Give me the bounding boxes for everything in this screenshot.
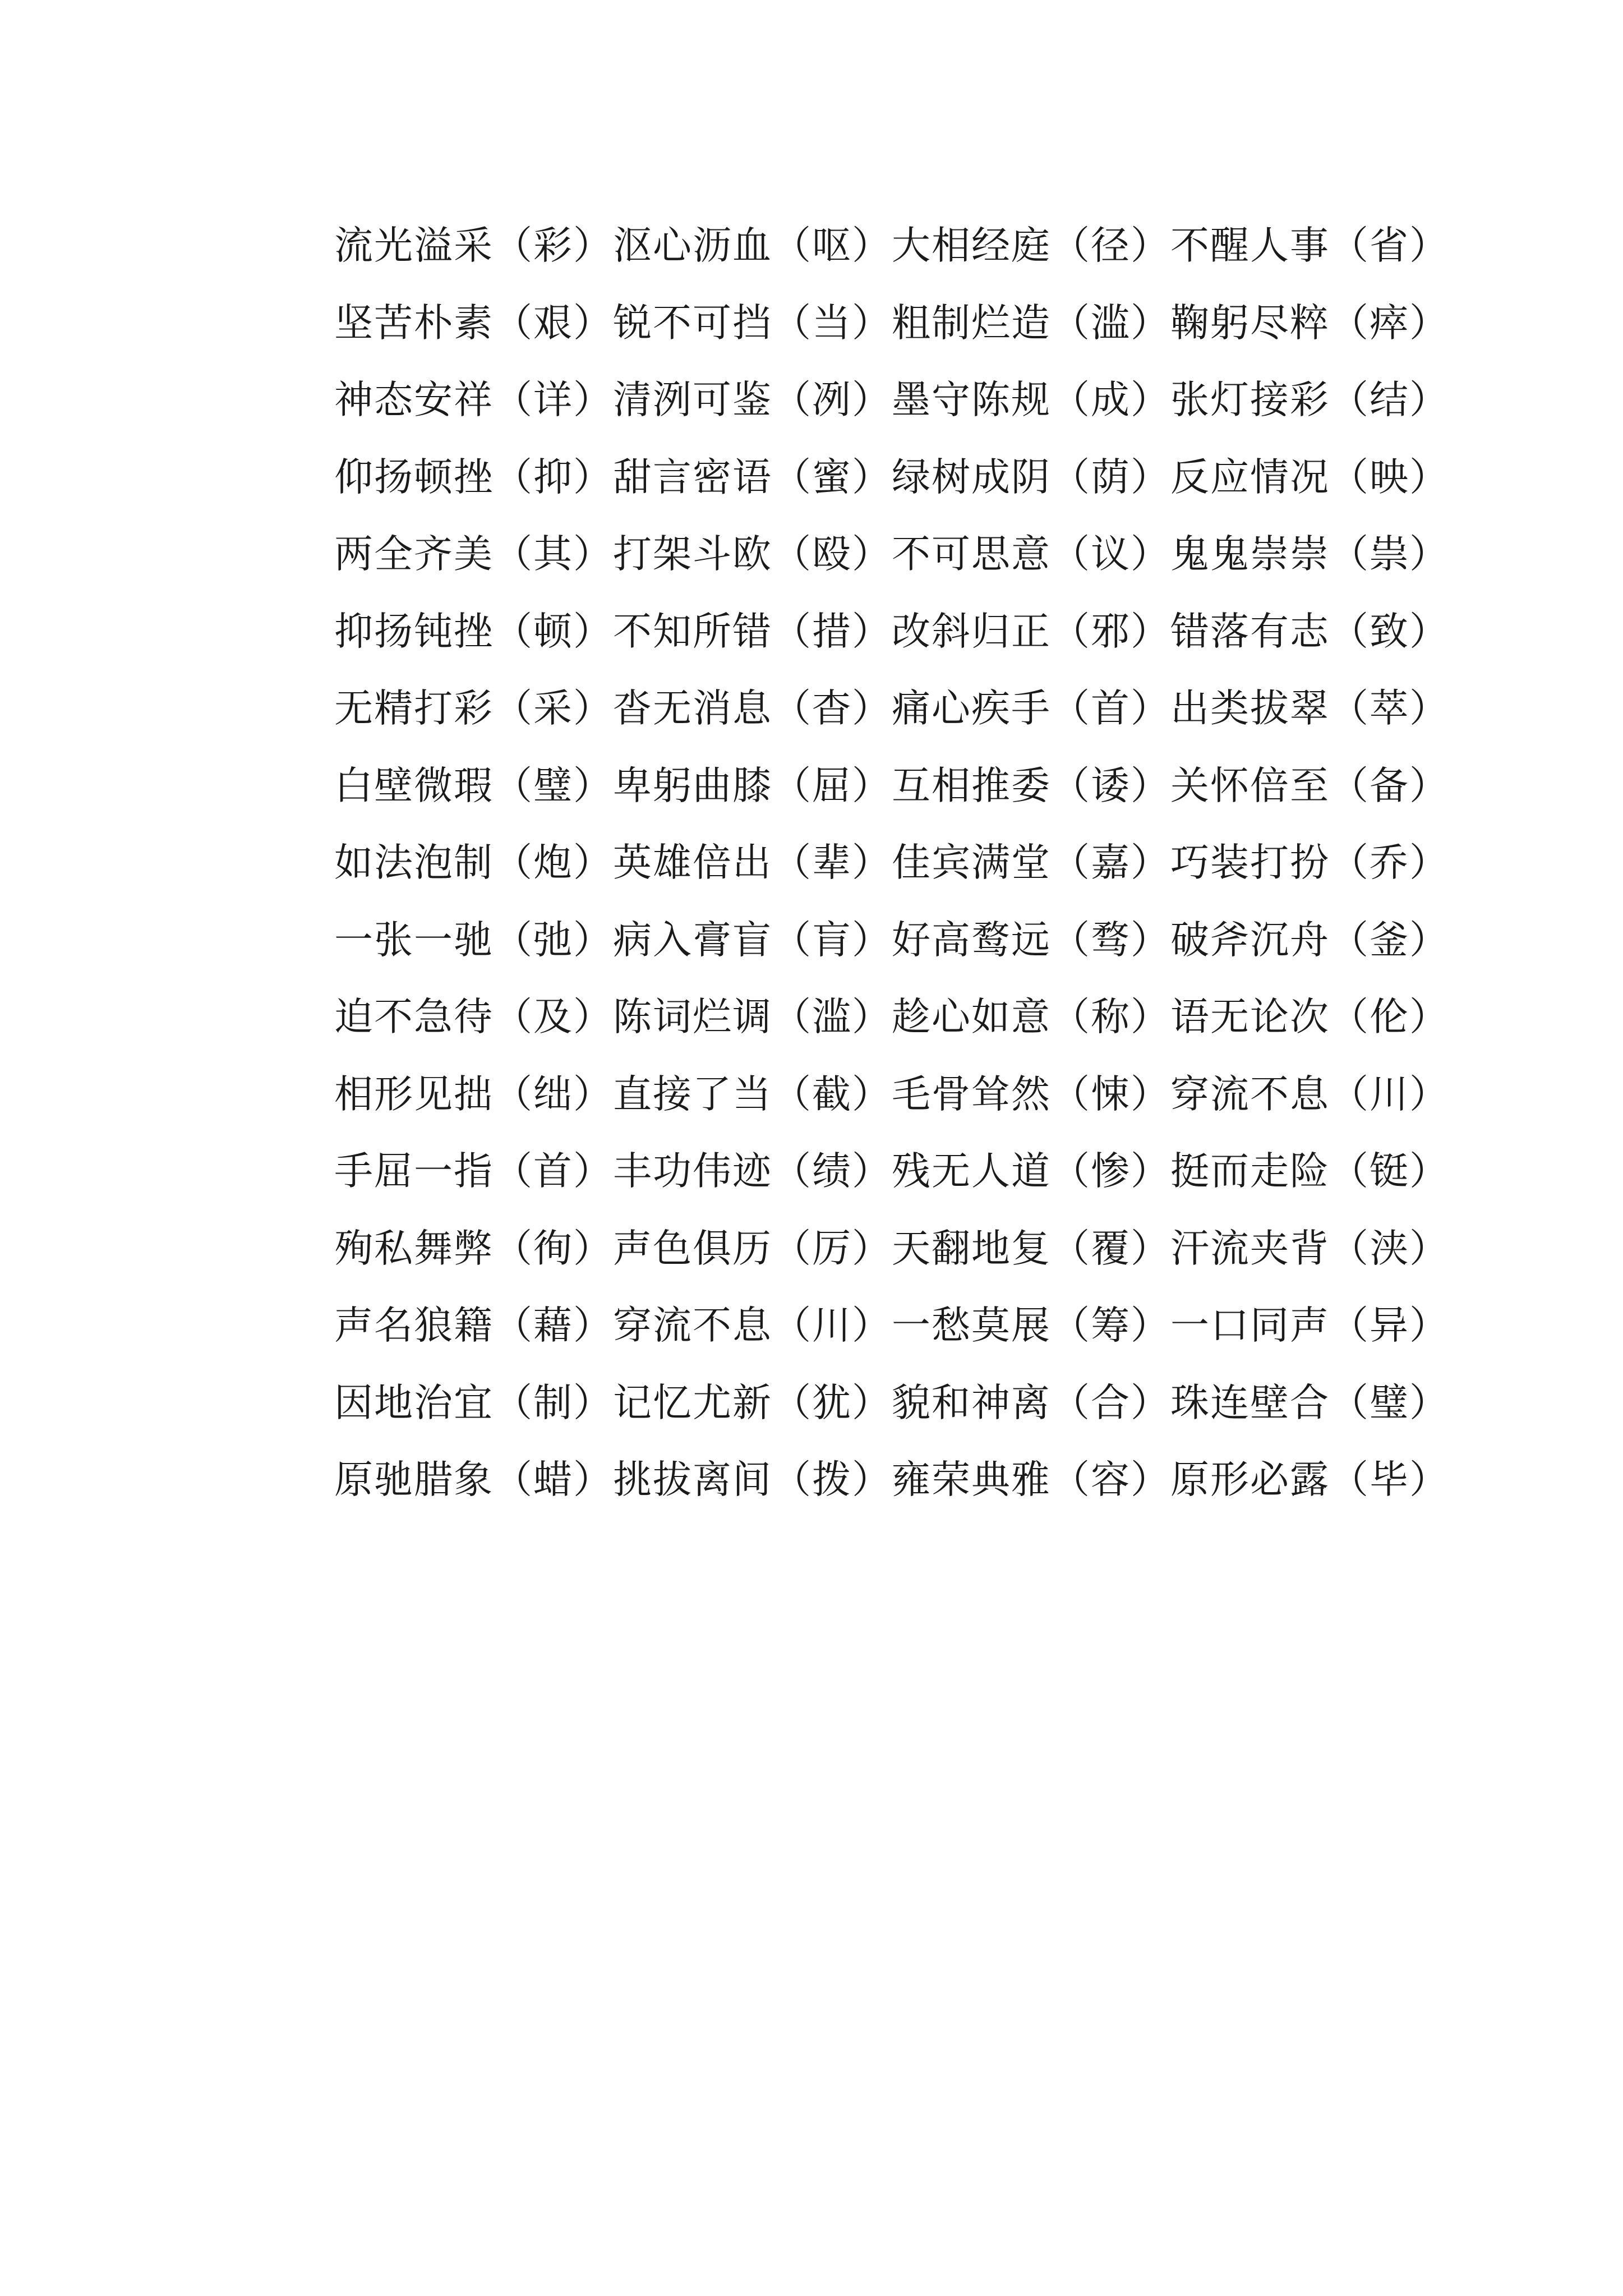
list-line — [334, 1133, 1449, 1211]
list-line — [334, 208, 1449, 285]
idiom-entry: 反应情况（映） — [1170, 454, 1449, 500]
idiom-entry: 出类拔翠（萃） — [1170, 686, 1449, 731]
idiom-entry: 佳宾满堂（嘉） — [892, 840, 1170, 886]
idiom-entry: 好高鹜远（骛） — [892, 917, 1170, 963]
idiom-entry: 挺而走险（铤） — [1170, 1149, 1449, 1194]
idiom-entry: 沤心沥血（呕） — [613, 223, 892, 269]
idiom-entry: 互相推委（诿） — [892, 763, 1170, 808]
idiom-entry: 挑拔离间（拨） — [613, 1457, 892, 1503]
idiom-entry: 坚苦朴素（艰） — [334, 300, 613, 346]
idiom-entry: 流光溢采（彩） — [334, 223, 613, 269]
idiom-entry: 痛心疾手（首） — [892, 686, 1170, 731]
idiom-entry: 天翻地复（覆） — [892, 1226, 1170, 1271]
list-line — [334, 1365, 1449, 1442]
idiom-entry: 巧装打扮（乔） — [1170, 840, 1449, 886]
idiom-entry: 雍荣典雅（容） — [892, 1457, 1170, 1503]
idiom-entry: 珠连壁合（璧） — [1170, 1380, 1449, 1425]
idiom-entry: 声色俱历（厉） — [613, 1226, 892, 1271]
idiom-entry: 白壁微瑕（璧） — [334, 763, 613, 808]
idiom-entry: 汗流夹背（浃） — [1170, 1226, 1449, 1271]
idiom-entry: 甜言密语（蜜） — [613, 454, 892, 500]
idiom-entry: 不知所错（措） — [613, 609, 892, 654]
idiom-entry: 绿树成阴（荫） — [892, 454, 1170, 500]
list-line — [334, 362, 1449, 439]
idiom-entry: 抑扬钝挫（顿） — [334, 609, 613, 654]
idiom-entry: 粗制烂造（滥） — [892, 300, 1170, 346]
list-line — [334, 1442, 1449, 1519]
idiom-entry: 手屈一指（首） — [334, 1149, 613, 1194]
idiom-entry: 改斜归正（邪） — [892, 609, 1170, 654]
list-line — [334, 285, 1449, 362]
idiom-entry: 相形见拙（绌） — [334, 1071, 613, 1117]
idiom-entry: 神态安祥（详） — [334, 378, 613, 423]
idiom-entry: 鞠躬尽粹（瘁） — [1170, 300, 1449, 346]
idiom-entry: 锐不可挡（当） — [613, 300, 892, 346]
idiom-entry: 清洌可鉴（冽） — [613, 378, 892, 423]
idiom-entry: 无精打彩（采） — [334, 686, 613, 731]
idiom-entry: 错落有志（致） — [1170, 609, 1449, 654]
idiom-entry: 一张一驰（弛） — [334, 917, 613, 963]
idiom-entry: 残无人道（惨） — [892, 1149, 1170, 1194]
list-line — [334, 979, 1449, 1056]
idiom-entry: 两全齐美（其） — [334, 532, 613, 577]
idiom-entry: 穿流不息（川） — [613, 1303, 892, 1349]
idiom-entry: 破斧沉舟（釜） — [1170, 917, 1449, 963]
idiom-entry: 原驰腊象（蜡） — [334, 1457, 613, 1503]
idiom-entry: 因地治宜（制） — [334, 1380, 613, 1425]
list-line — [334, 516, 1449, 593]
idiom-entry: 仰扬顿挫（抑） — [334, 454, 613, 500]
idiom-entry: 语无论次（伦） — [1170, 995, 1449, 1040]
idiom-entry: 沓无消息（杳） — [613, 686, 892, 731]
idiom-entry: 病入膏盲（肓） — [613, 917, 892, 963]
idiom-entry: 一口同声（异） — [1170, 1303, 1449, 1349]
idiom-entry: 殉私舞弊（徇） — [334, 1226, 613, 1271]
idiom-entry: 记忆尤新（犹） — [613, 1380, 892, 1425]
idiom-entry: 原形必露（毕） — [1170, 1457, 1449, 1503]
idiom-entry: 鬼鬼崇崇（祟） — [1170, 532, 1449, 577]
idiom-entry: 英雄倍出（辈） — [613, 840, 892, 886]
idiom-entry: 不可思意（议） — [892, 532, 1170, 577]
list-line — [334, 1056, 1449, 1134]
idiom-entry: 卑躬曲膝（屈） — [613, 763, 892, 808]
idiom-correction-list — [334, 208, 1449, 1519]
idiom-entry: 张灯接彩（结） — [1170, 378, 1449, 423]
idiom-entry: 貌和神离（合） — [892, 1380, 1170, 1425]
list-line — [334, 1287, 1449, 1365]
idiom-entry: 不醒人事（省） — [1170, 223, 1449, 269]
idiom-entry: 丰功伟迹（绩） — [613, 1149, 892, 1194]
list-line — [334, 902, 1449, 979]
list-line — [334, 593, 1449, 671]
idiom-entry: 打架斗欧（殴） — [613, 532, 892, 577]
idiom-entry: 穿流不息（川） — [1170, 1071, 1449, 1117]
idiom-entry: 直接了当（截） — [613, 1071, 892, 1117]
idiom-entry: 如法泡制（炮） — [334, 840, 613, 886]
idiom-entry: 陈词烂调（滥） — [613, 995, 892, 1040]
idiom-entry: 迫不急待（及） — [334, 995, 613, 1040]
list-line — [334, 748, 1449, 825]
idiom-entry: 一愁莫展（筹） — [892, 1303, 1170, 1349]
list-line — [334, 1211, 1449, 1288]
idiom-entry: 趁心如意（称） — [892, 995, 1170, 1040]
list-line — [334, 670, 1449, 748]
idiom-entry: 墨守陈规（成） — [892, 378, 1170, 423]
idiom-entry: 大相经庭（径） — [892, 223, 1170, 269]
idiom-entry: 关怀倍至（备） — [1170, 763, 1449, 808]
list-line — [334, 439, 1449, 517]
idiom-entry: 毛骨耸然（悚） — [892, 1071, 1170, 1117]
idiom-entry: 声名狼籍（藉） — [334, 1303, 613, 1349]
list-line — [334, 825, 1449, 902]
